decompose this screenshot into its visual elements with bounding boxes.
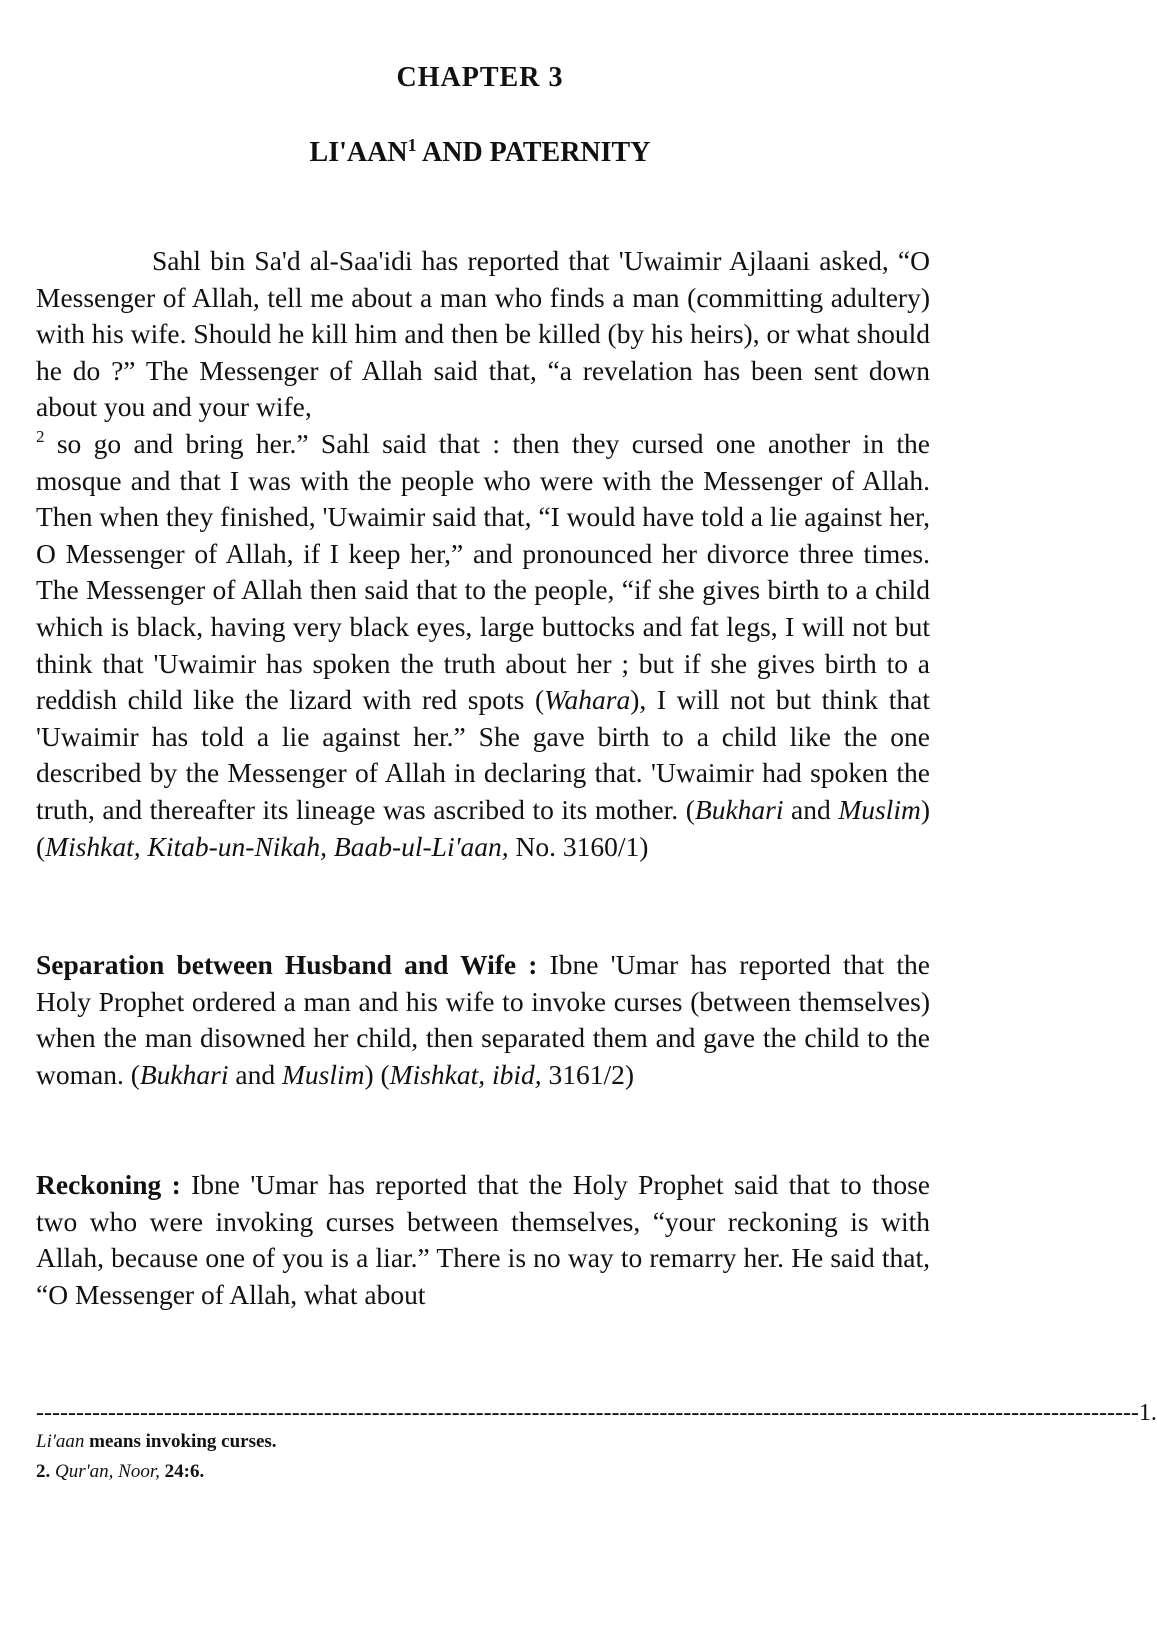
title-main: LI'AAN (309, 137, 408, 168)
p1-text-b: so go and bring her.” Sahl said that : then they cursed one another in the mosque and that I was with the people who were with the Messenger of Allah. Then when they finished, 'Uwaimir said that, “I would have told a lie against her, O Messenger of Allah, if I keep her,” and pronounced her divorce three times. The Messenger of Allah then said that to the people, “if she gives birth to a child which is black, having very black eyes, large buttocks and fat legs, I will not but think that 'Uwaimir has spoken the truth about her ; but if she gives birth to a reddish child like the lizard with red spots ( (36, 427, 930, 716)
ref-muslim: Muslim (281, 1058, 365, 1090)
p1-and: and (783, 793, 839, 825)
footnote-separator: ------------------------------------------------------------------------------------------------------------------------------------------1. (36, 1400, 1157, 1426)
term-wahara: Wahara (544, 684, 631, 716)
footnote-1 (36, 1430, 277, 1454)
footnote-marker-2: 2 (36, 426, 45, 446)
footnote-1-text: means invoking curses. (84, 1431, 277, 1452)
footnote-marker-1: 1 (407, 135, 417, 155)
ref-bukhari: Bukhari (139, 1058, 229, 1090)
chapter-heading: CHAPTER 3 (396, 62, 564, 93)
p2-and: and (228, 1058, 282, 1090)
chapter-title (0, 135, 960, 169)
p3-text-a: Ibne 'Umar has reported that the Holy Prophet said that to those two who were invoking curses between themselves, “your reckoning is with Allah, because one of you is a liar.” There is no way to remarry her. He said that, “O Messenger of Allah, what about (36, 1169, 930, 1310)
footnote-2 (36, 1460, 204, 1484)
p2-text-b: ) ( (364, 1058, 390, 1090)
heading-separation: Separation between Husband and Wife : (36, 949, 538, 980)
footnote-1-term: Li'aan (36, 1431, 85, 1452)
p1-text-e: No. 3160/1) (508, 830, 649, 862)
ref-muslim: Muslim (838, 793, 921, 825)
ref-mishkat: Mishkat, Kitab-un-Nikah, Baab-ul-Li'aan, (45, 830, 509, 862)
paragraph-reckoning (36, 1167, 930, 1313)
p1-text-a: Sahl bin Sa'd al-Saa'idi has reported that 'Uwaimir Ajlaani asked, “O Messenger of Allah, tell me about a man who finds a man (committing adultery) with his wife. Should he kill him and then be killed (by his heirs), or what should he do ?” The Messenger of Allah said that, “a revelation has been sent down about you and your wife, (36, 245, 930, 423)
p1-text-c: ), I will not but think that 'Uwaimir has told a lie against her.” She gave birth to a child like the one described by the Messenger of Allah in declaring that. 'Uwaimir had spoken the truth, and thereafter its lineage was ascribed to its mother. ( (36, 684, 930, 825)
footnote-2-text: 24:6. (159, 1461, 205, 1482)
title-rest: AND PATERNITY (416, 137, 651, 168)
p2-text-a: Ibne 'Umar has reported that the Holy Prophet ordered a man and his wife to invoke curses (between themselves) when the man disowned her child, then separated them and gave the child to the woman. ( (36, 949, 930, 1090)
ref-bukhari: Bukhari (694, 793, 784, 825)
heading-reckoning: Reckoning : (36, 1169, 181, 1200)
p1-text-d: ) ( (36, 793, 930, 862)
paragraph-separation (36, 947, 930, 1093)
footnote-2-ref: Qur'an, Noor, (55, 1461, 160, 1482)
paragraph-sahl-report (36, 243, 930, 865)
ref-mishkat: Mishkat, ibid, (389, 1058, 542, 1090)
p2-text-c: 3161/2) (541, 1058, 635, 1090)
footnote-2-number: 2. (36, 1461, 51, 1482)
